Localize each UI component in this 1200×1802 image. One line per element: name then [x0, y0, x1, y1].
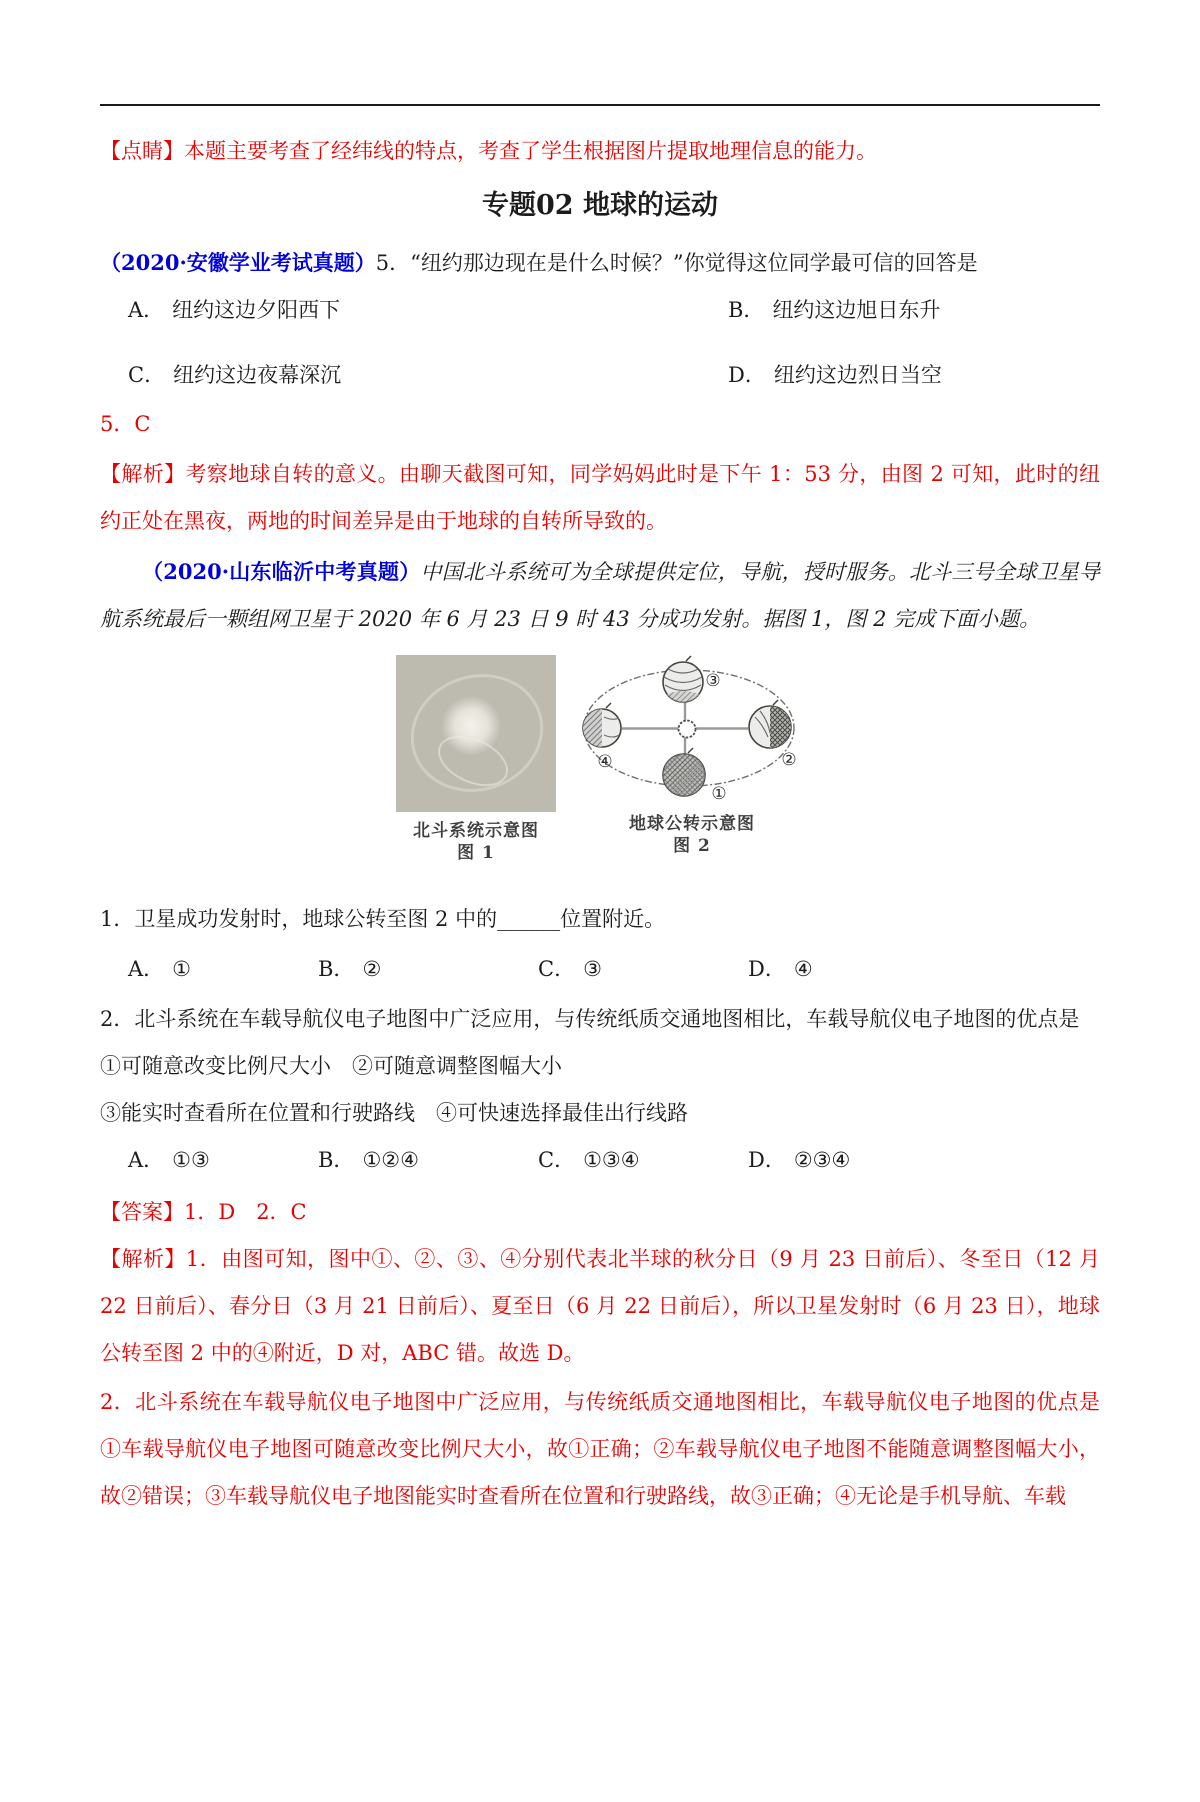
q2-option-a — [128, 1137, 318, 1184]
q5-option-a-label: A． — [128, 298, 165, 322]
figure-2-label: 图 2 — [673, 836, 711, 856]
earth-top — [663, 656, 703, 702]
q2-stem: 2．北斗系统在车载导航仪电子地图中广泛应用，与传统纸质交通地图相比，车载导航仪电子地图的优点是 — [100, 1007, 1080, 1031]
q5-analysis-label: 【解析】 — [100, 462, 186, 486]
group-intro-text: 中国北斗系统可为全球提供定位，导航，授时服务。北斗三号全球卫星导航系统最后一颗组网卫星于 2020 年 6 月 23 日 9 时 43 分成功发射。据图 1，图 2 完成下面小题。 — [100, 560, 1101, 631]
group-analysis-p1-text: 1．由图可知，图中①、②、③、④分别代表北半球的秋分日（9 月 23 日前后）、冬至日（12 月 22 日前后）、春分日（3 月 21 日前后）、夏至日（6 月 22 日前后），所以卫星发射时（6 月 23 日），地球公转至图 2 中的④附近，D 对，ABC 错。故选 D。 — [100, 1247, 1100, 1365]
dianjing-text: 本题主要考查了经纬线的特点，考查了学生根据图片提取地理信息的能力。 — [184, 139, 877, 163]
q5-answer: 5．C — [100, 412, 151, 436]
q5-option-a — [128, 287, 728, 334]
q1-option-a-label: A． — [128, 957, 165, 981]
q1-option-b-text: ② — [362, 957, 382, 981]
group-analysis-label: 【解析】 — [100, 1247, 186, 1271]
marker-3: ③ — [705, 671, 721, 691]
group-analysis-p1 — [100, 1236, 1100, 1377]
q1-options — [100, 946, 1100, 993]
q2-option-d-text: ②③④ — [793, 1148, 851, 1172]
q1-option-d — [748, 946, 1100, 993]
figure-2-revolution — [580, 655, 804, 857]
q1-option-c-label: C． — [538, 957, 576, 981]
q2-option-d — [748, 1137, 1100, 1184]
beidou-system-image — [396, 655, 556, 812]
q1-option-b — [318, 946, 538, 993]
q1-option-a-text: ① — [172, 957, 191, 981]
q5-analysis-text: 考察地球自转的意义。由聊天截图可知，同学妈妈此时是下午 1：53 分，由图 2 可知，此时的纽约正处在黑夜，两地的时间差异是由于地球的自转所导致的。 — [100, 462, 1100, 533]
q5-option-d-label: D． — [728, 363, 766, 387]
q5-option-a-text: 纽约这边夕阳西下 — [172, 298, 341, 322]
group-analysis-p2: 2．北斗系统在车载导航仪电子地图中广泛应用，与传统纸质交通地图相比，车载导航仪电子地图的优点是①车载导航仪电子地图可随意改变比例尺大小，故①正确；②车载导航仪电子地图不能随意调整图幅大小，故②错误；③车载导航仪电子地图能实时查看所在位置和行驶路线，故③正确；④无论是手机导航、车载 — [100, 1390, 1100, 1508]
q5-option-d — [728, 352, 1100, 399]
earth-right — [749, 700, 791, 748]
q2-option-a-label: A． — [128, 1148, 165, 1172]
q5-option-d-text: 纽约这边烈日当空 — [773, 363, 942, 387]
q2-option-b — [318, 1137, 538, 1184]
figure-1-caption: 北斗系统示意图 — [413, 821, 539, 841]
q2-option-d-label: D． — [748, 1148, 786, 1172]
q1-option-d-text: ④ — [793, 957, 813, 981]
q1-stem: 1．卫星成功发射时，地球公转至图 2 中的______位置附近。 — [100, 907, 666, 931]
group-intro-paragraph — [100, 548, 1100, 643]
group-answer-paragraph — [100, 1189, 1100, 1236]
q2-option-c — [538, 1137, 748, 1184]
q5-stem-paragraph — [100, 239, 1100, 287]
q5-option-b-text: 纽约这边旭日东升 — [772, 298, 941, 322]
q5-options — [100, 287, 1100, 399]
group-source: （2020·山东临沂中考真题） — [142, 559, 421, 584]
figure-1-beidou — [396, 655, 556, 864]
q2-option-c-label: C． — [538, 1148, 576, 1172]
earth-revolution-diagram — [580, 655, 804, 805]
q5-source: （2020·安徽学业考试真题） — [100, 250, 376, 275]
page-title: 专题02 地球的运动 — [482, 190, 718, 221]
q5-option-c — [128, 352, 728, 399]
q5-option-c-text: 纽约这边夜幕深沉 — [173, 363, 342, 387]
q1-option-b-label: B． — [318, 957, 355, 981]
q1-option-a — [128, 946, 318, 993]
q5-option-c-label: C． — [128, 363, 166, 387]
q2-option-b-text: ①②④ — [362, 1148, 419, 1172]
q2-items-line2: ③能实时查看所在位置和行驶路线 ④可快速选择最佳出行线路 — [100, 1101, 688, 1125]
q2-options — [100, 1137, 1100, 1184]
q5-option-b — [728, 287, 1100, 334]
marker-4: ④ — [597, 752, 613, 772]
q2-option-a-text: ①③ — [172, 1148, 210, 1172]
top-rule — [100, 104, 1100, 106]
q5-analysis-paragraph — [100, 451, 1100, 545]
dianjing-label: 【点睛】 — [100, 139, 184, 163]
marker-1: ① — [711, 784, 727, 804]
q1-option-c — [538, 946, 748, 993]
q2-option-b-label: B． — [318, 1148, 355, 1172]
earth-bottom — [663, 748, 705, 796]
figures-row — [100, 655, 1100, 864]
q2-items-line1: ①可随意改变比例尺大小 ②可随意调整图幅大小 — [100, 1054, 562, 1078]
group-answer-label: 【答案】 — [100, 1200, 184, 1224]
q5-option-b-label: B． — [728, 298, 765, 322]
q5-stem: 5．“纽约那边现在是什么时候？”你觉得这位同学最可信的回答是 — [375, 251, 978, 275]
group-answer-text: 1．D 2．C — [184, 1200, 307, 1224]
q1-option-c-text: ③ — [583, 957, 602, 981]
figure-2-caption: 地球公转示意图 — [629, 814, 755, 834]
marker-2: ② — [781, 750, 797, 770]
q2-option-c-text: ①③④ — [583, 1148, 640, 1172]
dianjing-paragraph — [100, 128, 1100, 175]
sun — [679, 721, 696, 738]
document-page — [0, 104, 1200, 1520]
figure-1-label: 图 1 — [457, 843, 495, 863]
q1-option-d-label: D． — [748, 957, 786, 981]
